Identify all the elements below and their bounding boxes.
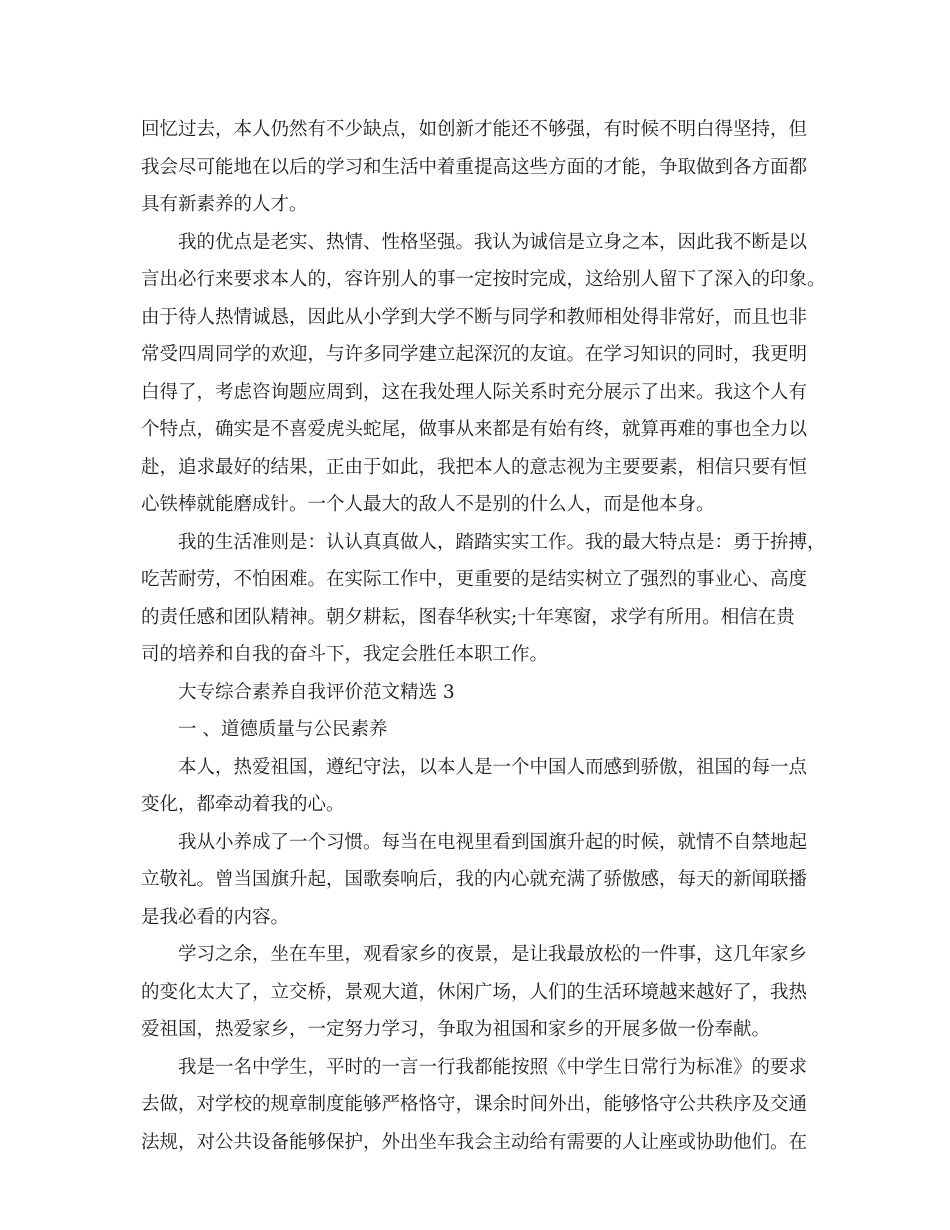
text-line: 司的培养和自我的奋斗下，我定会胜任本职工作。: [141, 644, 549, 665]
text-line: 赴，追求最好的结果，正由于如此，我把本人的意志视为主要要素，相信只要有恒: [141, 457, 808, 478]
paragraph-first-line: 我的优点是老实、热情、性格坚强。我认为诚信是立身之本，因此我不断是以: [178, 232, 808, 253]
paragraph-first-line: 我的生活准则是：认认真真做人，踏踏实实工作。我的最大特点是：勇于拚搏，: [178, 532, 826, 553]
paragraph-first-line: 本人，热爱祖国，遵纪守法，以本人是一个中国人而感到骄傲，祖国的每一点: [178, 757, 808, 778]
text-line: 爱祖国，热爱家乡，一定努力学习，争取为祖国和家乡的开展多做一份奉献。: [141, 1019, 771, 1040]
paragraph-first-line: 我是一名中学生，平时的一言一行我都能按照《中学生日常行为标准》的要求: [178, 1057, 808, 1078]
paragraph-first-line: 学习之余，坐在车里，观看家乡的夜景，是让我最放松的一件事，这几年家乡: [178, 944, 808, 965]
text-line: 我会尽可能地在以后的学习和生活中着重提高这些方面的才能，争取做到各方面都: [141, 157, 808, 178]
text-line: 是我必看的内容。: [141, 907, 290, 928]
text-line: 的责任感和团队精神。朝夕耕耘，图春华秋实;十年寒窗，求学有所用。相信在贵: [141, 607, 795, 628]
text-line: 法规，对公共设备能够保护，外出坐车我会主动给有需要的人让座或协助他们。在: [141, 1132, 808, 1153]
section-heading: 一 、道德质量与公民素养: [178, 719, 388, 740]
text-line: 由于待人热情诚恳，因此从小学到大学不断与同学和教师相处得非常好，而且也非: [141, 307, 808, 328]
text-line: 的变化太大了，立交桥，景观大道，休闲广场，人们的生活环境越来越好了，我热: [141, 982, 808, 1003]
text-line: 吃苦耐劳，不怕困难。在实际工作中，更重要的是结实树立了强烈的事业心、高度: [141, 569, 808, 590]
paragraph-first-line: 我从小养成了一个习惯。每当在电视里看到国旗升起的时候，就情不自禁地起: [178, 832, 808, 853]
text-line: 回忆过去，本人仍然有不少缺点，如创新才能还不够强，有时候不明白得坚持，但: [141, 119, 808, 140]
text-line: 个特点，确实是不喜爱虎头蛇尾，做事从来都是有始有终，就算再难的事也全力以: [141, 419, 808, 440]
text-line: 变化，都牵动着我的心。: [141, 794, 345, 815]
text-line: 去做，对学校的规章制度能够严格恪守，课余时间外出，能够恪守公共秩序及交通: [141, 1094, 808, 1115]
text-line: 白得了，考虑咨询题应周到，这在我处理人际关系时充分展示了出来。我这个人有: [141, 382, 808, 403]
text-line: 言出必行来要求本人的，容许别人的事一定按时完成，这给别人留下了深入的印象。: [141, 269, 826, 290]
text-line: 具有新素养的人才。: [141, 194, 308, 215]
section-title: 大专综合素养自我评价范文精选 3: [178, 682, 455, 703]
text-line: 常受四周同学的欢迎，与许多同学建立起深沉的友谊。在学习知识的同时，我更明: [141, 344, 808, 365]
text-line: 立敬礼。曾当国旗升起，国歌奏响后，我的内心就充满了骄傲感，每天的新闻联播: [141, 869, 808, 890]
text-line: 心铁棒就能磨成针。一个人最大的敌人不是别的什么人，而是他本身。: [141, 494, 715, 515]
